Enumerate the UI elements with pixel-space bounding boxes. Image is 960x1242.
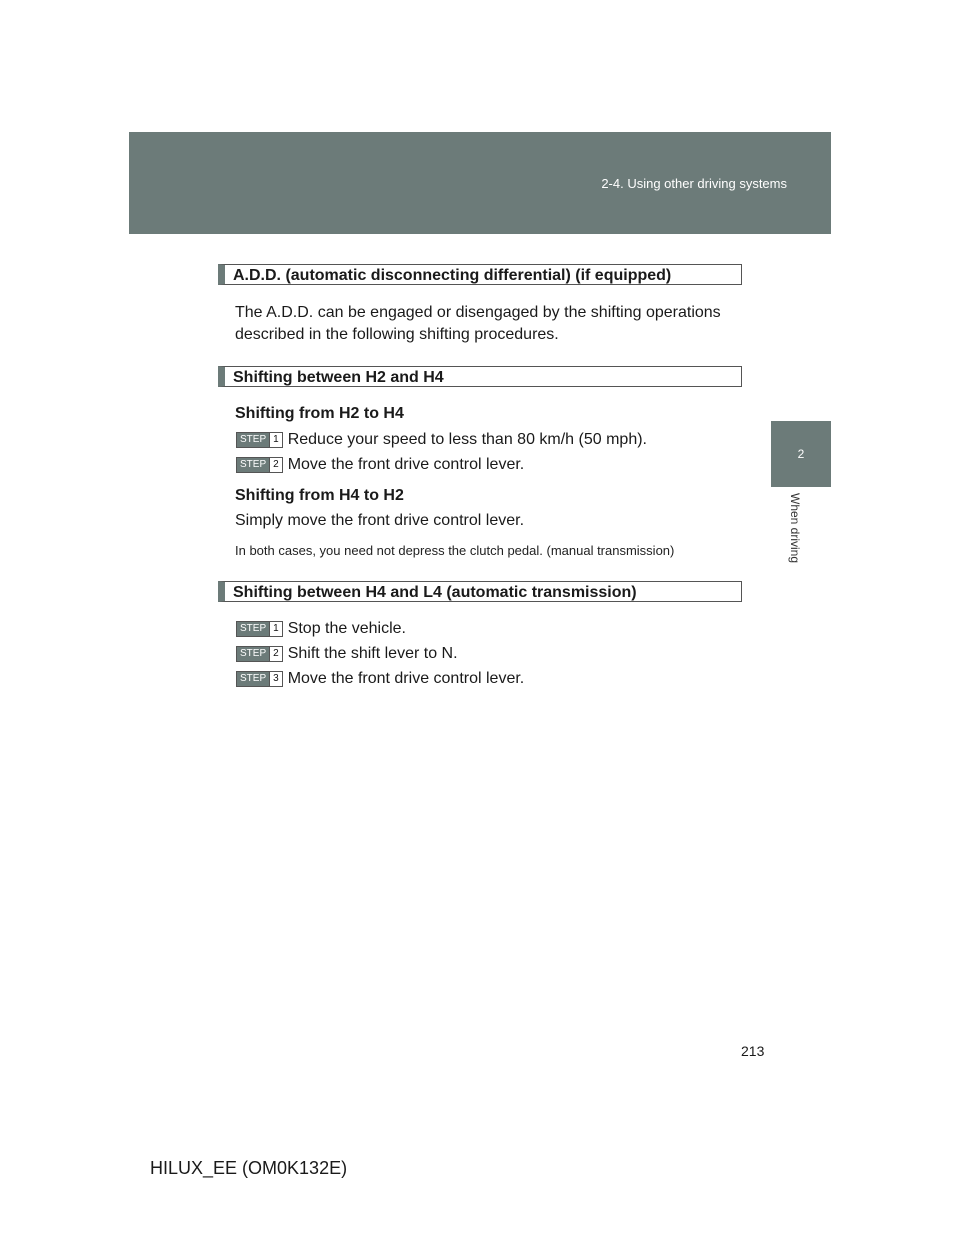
step-row	[236, 644, 458, 664]
section-heading-add: A.D.D. (automatic disconnecting differential) (if equipped)	[218, 264, 742, 285]
step-row	[236, 669, 524, 689]
section-heading-h4-l4: Shifting between H4 and L4 (automatic transmission)	[218, 581, 742, 602]
add-body-line-1: The A.D.D. can be engaged or disengaged by the shifting operations	[235, 304, 721, 321]
page-number: 213	[741, 1043, 765, 1059]
step-text: Shift the shift lever to N.	[287, 645, 458, 662]
step-badge: STEP 1	[236, 621, 283, 637]
add-body-line-2: described in the following shifting procedures.	[235, 326, 559, 343]
section-heading-h2-h4: Shifting between H2 and H4	[218, 366, 742, 387]
header-section-title: 2-4. Using other driving systems	[601, 176, 787, 191]
step-text: Move the front drive control lever.	[287, 456, 525, 473]
step-text: Reduce your speed to less than 80 km/h (50 mph).	[287, 431, 647, 448]
model-code: HILUX_EE (OM0K132E)	[150, 1158, 348, 1178]
chapter-tab-label: When driving	[788, 493, 802, 564]
clutch-note: In both cases, you need not depress the clutch pedal. (manual transmission)	[235, 543, 675, 558]
chapter-tab-number: 2	[771, 421, 831, 487]
subheading-h4-to-h2: Shifting from H4 to H2	[235, 487, 404, 504]
step-badge: STEP 2	[236, 457, 283, 473]
step-badge: STEP 1	[236, 432, 283, 448]
subheading-h2-to-h4: Shifting from H2 to H4	[235, 405, 404, 422]
step-badge: STEP 2	[236, 646, 283, 662]
step-row	[236, 455, 524, 475]
h4-to-h2-text: Simply move the front drive control lever.	[235, 512, 525, 529]
step-text: Move the front drive control lever.	[287, 670, 525, 687]
step-badge: STEP 3	[236, 671, 283, 687]
step-text: Stop the vehicle.	[287, 620, 406, 637]
step-row	[236, 430, 647, 450]
header-band	[129, 132, 831, 234]
step-row	[236, 619, 406, 639]
